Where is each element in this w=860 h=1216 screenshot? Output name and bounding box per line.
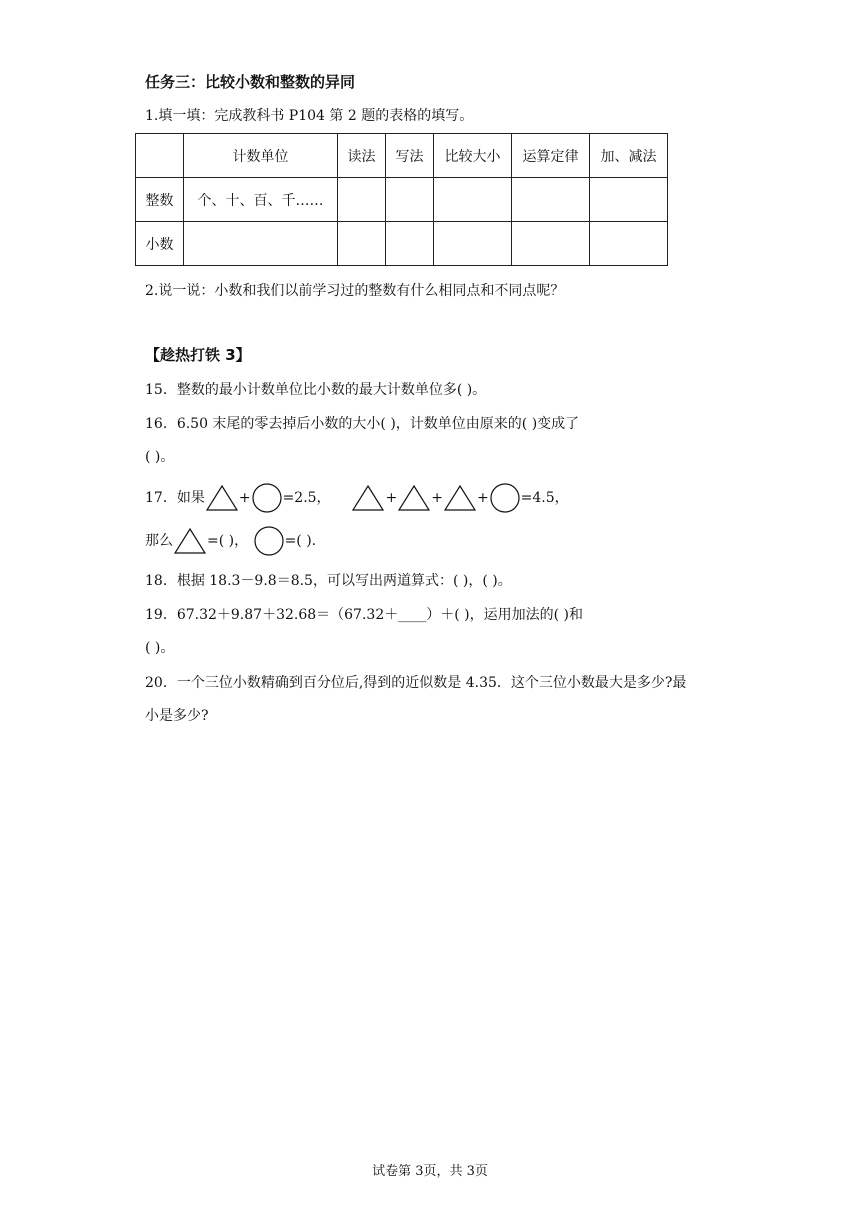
page-footer: 试卷第 3页，共 3页 bbox=[372, 1164, 488, 1179]
table-header-cell: 计数单位 bbox=[184, 134, 338, 178]
circle-icon bbox=[489, 483, 521, 513]
q17-plus: + bbox=[238, 490, 251, 506]
table-cell bbox=[338, 178, 386, 222]
triangle-icon bbox=[443, 484, 477, 512]
triangle-icon bbox=[397, 484, 431, 512]
question-15: 15．整数的最小计数单位比小数的最大计数单位多( )。 bbox=[145, 382, 487, 398]
question-1: 1.填一填：完成教科书 P104 第 2 题的表格的填写。 bbox=[145, 108, 474, 124]
q17-plus: + bbox=[476, 490, 489, 506]
table-row bbox=[136, 178, 668, 222]
table-cell bbox=[434, 222, 512, 266]
table-header-cell bbox=[136, 134, 184, 178]
q17-plus: + bbox=[431, 490, 443, 506]
table-row bbox=[136, 222, 668, 266]
question-20-cont: 小是多少? bbox=[145, 708, 209, 724]
table-header-row bbox=[136, 134, 668, 178]
question-16: 16．6.50 末尾的零去掉后小数的大小( )，计数单位由原来的( )变成了 bbox=[145, 416, 580, 432]
q17-plus: + bbox=[385, 490, 398, 506]
question-19: 19．67.32＋9.87＋32.68＝（67.32＋____）＋( )，运用加法的( )和 bbox=[145, 607, 583, 623]
triangle-icon bbox=[173, 527, 207, 555]
table-cell bbox=[590, 222, 668, 266]
table-cell bbox=[338, 222, 386, 266]
table-cell bbox=[590, 178, 668, 222]
practice-title: 【趁热打铁 3】 bbox=[145, 346, 251, 364]
table-header-cell: 写法 bbox=[386, 134, 434, 178]
table-cell bbox=[434, 178, 512, 222]
comparison-table bbox=[135, 133, 668, 266]
table-cell bbox=[184, 222, 338, 266]
question-20: 20．一个三位小数精确到百分位后,得到的近似数是 4.35．这个三位小数最大是多少?最 bbox=[145, 675, 687, 691]
table-cell: 整数 bbox=[136, 178, 184, 222]
table-cell: 小数 bbox=[136, 222, 184, 266]
table-header-cell: 读法 bbox=[338, 134, 386, 178]
question-17-answer bbox=[145, 526, 316, 556]
table-cell bbox=[386, 178, 434, 222]
table-header-cell: 加、减法 bbox=[590, 134, 668, 178]
table-header-cell: 运算定律 bbox=[512, 134, 590, 178]
table-header-cell: 比较大小 bbox=[434, 134, 512, 178]
question-17 bbox=[145, 483, 569, 513]
q17-prefix: 17．如果 bbox=[145, 490, 205, 506]
triangle-icon bbox=[351, 484, 385, 512]
q17-then: 那么 bbox=[145, 533, 173, 549]
triangle-icon bbox=[205, 484, 239, 512]
table-cell bbox=[386, 222, 434, 266]
question-18: 18．根据 18.3－9.8＝8.5，可以写出两道算式：( )，( )。 bbox=[145, 573, 512, 589]
table-cell bbox=[512, 178, 590, 222]
question-16-cont: ( )。 bbox=[145, 449, 175, 465]
question-2: 2.说一说：小数和我们以前学习过的整数有什么相同点和不同点呢？ bbox=[145, 283, 565, 299]
table-cell bbox=[512, 222, 590, 266]
circle-icon bbox=[251, 483, 283, 513]
circle-icon bbox=[253, 526, 285, 556]
q17-triangle-answer: =( )， bbox=[207, 533, 249, 549]
section-title: 任务三：比较小数和整数的异同 bbox=[145, 73, 356, 91]
question-19-cont: ( )。 bbox=[145, 640, 175, 656]
table-cell: 个、十、百、千…… bbox=[184, 178, 338, 222]
q17-eq2: =4.5， bbox=[520, 490, 569, 506]
q17-circle-answer: =( ). bbox=[284, 533, 317, 549]
q17-eq1: =2.5， bbox=[282, 490, 331, 506]
